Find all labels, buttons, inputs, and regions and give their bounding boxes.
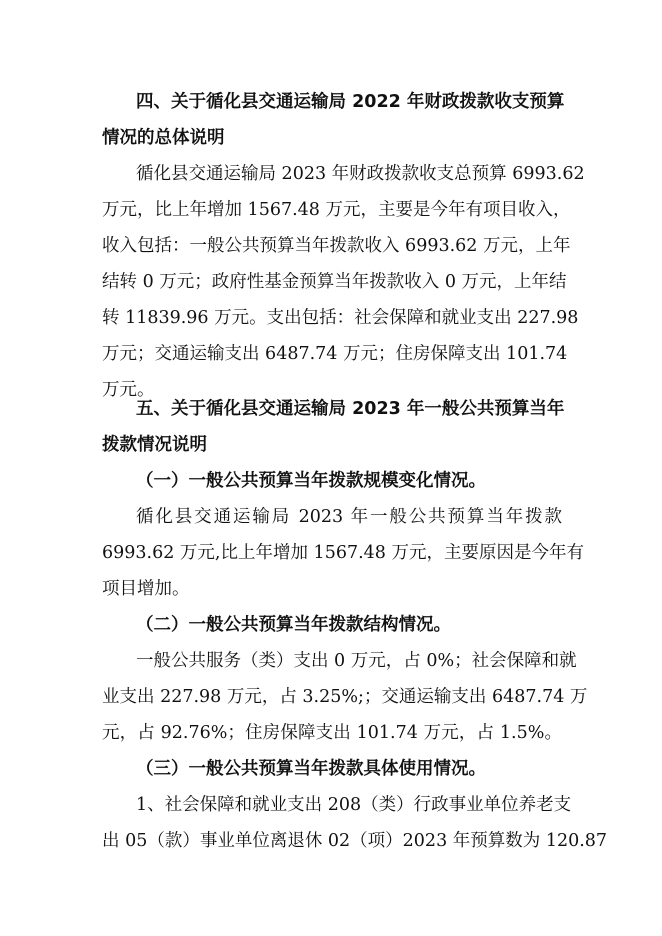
sub3-heading: （三）一般公共预算当年拨款具体使用情况。 bbox=[136, 759, 486, 779]
section5-heading-line1: 五、关于循化县交通运输局 2023 年一般公共预算当年 bbox=[136, 399, 565, 419]
section4-paragraph-line: 循化县交通运输局 2023 年财政拨款收支总预算 6993.62 bbox=[136, 164, 585, 184]
sub2-heading: （二）一般公共预算当年拨款结构情况。 bbox=[136, 615, 451, 635]
section4-paragraph-line: 万元，比上年增加 1567.48 万元，主要是今年有项目收入， bbox=[102, 200, 571, 220]
sub2-line: 元，占 92.76%；住房保障支出 101.74 万元，占 1.5%。 bbox=[102, 723, 562, 743]
sub3-line: 1、社会保障和就业支出 208（类）行政事业单位养老支 bbox=[136, 795, 572, 815]
section4-heading-line1: 四、关于循化县交通运输局 2022 年财政拨款收支预算 bbox=[136, 92, 565, 112]
sub1-line: 项目增加。 bbox=[102, 579, 190, 599]
sub1-line: 循化县交通运输局 2023 年一般公共预算当年拨款 bbox=[136, 507, 562, 527]
section4-heading-line2: 情况的总体说明 bbox=[102, 128, 225, 148]
section4-paragraph-line: 收入包括：一般公共预算当年拨款收入 6993.62 万元，上年 bbox=[102, 236, 571, 256]
sub1-heading: （一）一般公共预算当年拨款规模变化情况。 bbox=[136, 471, 486, 491]
section4-paragraph-line: 转 11839.96 万元。支出包括：社会保障和就业支出 227.98 bbox=[102, 308, 579, 328]
sub2-line: 业支出 227.98 万元，占 3.25%;；交通运输支出 6487.74 万 bbox=[102, 687, 588, 707]
section4-paragraph-line: 万元；交通运输支出 6487.74 万元；住房保障支出 101.74 bbox=[102, 344, 568, 364]
sub2-line: 一般公共服务（类）支出 0 万元，占 0%；社会保障和就 bbox=[136, 651, 577, 671]
section4-paragraph-line: 万元。 bbox=[102, 380, 155, 400]
sub1-line: 6993.62 万元,比上年增加 1567.48 万元，主要原因是今年有 bbox=[102, 543, 584, 563]
section5-heading-line2: 拨款情况说明 bbox=[102, 435, 207, 455]
sub3-line: 出 05（款）事业单位离退休 02（项）2023 年预算数为 120.87 bbox=[102, 831, 608, 851]
section4-paragraph-line: 结转 0 万元；政府性基金预算当年拨款收入 0 万元，上年结 bbox=[102, 272, 567, 292]
